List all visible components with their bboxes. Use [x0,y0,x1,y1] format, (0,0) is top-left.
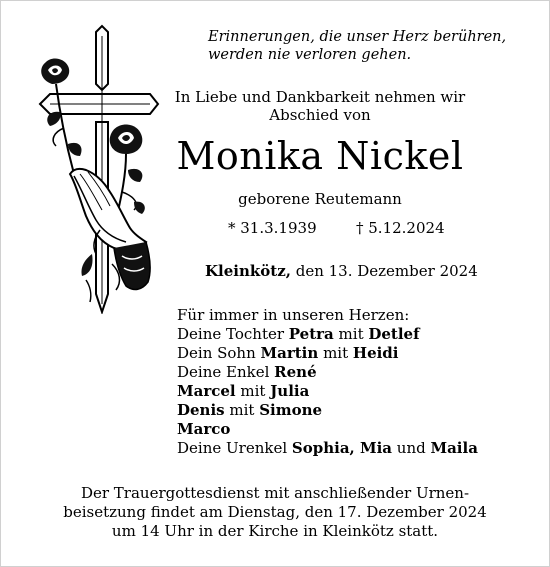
mourner-name: René [274,363,317,381]
mourners-list [177,306,537,458]
intro-text [150,88,490,124]
relation-label: Deine Enkel [177,363,275,381]
mourner-name: Heidi [352,344,399,362]
intro-line-2: Abschied von [269,106,371,124]
connector: mit [235,382,271,400]
mourner-name: Sophia, Mia [291,439,393,457]
announcement-date: den 13. Dezember 2024 [290,262,478,280]
quote-line-2: werden nie verloren gehen. [208,47,412,63]
death-date: † 5.12.2024 [356,219,445,237]
connector: und [392,439,431,457]
mourner-line-son [177,344,537,363]
place-name: Kleinkötz, [205,262,291,280]
quote-line-1: Erinnerungen, die unser Herz berühren, [208,29,507,45]
service-line-2: beisetzung findet am Dienstag, den 17. Dezember 2024 [63,503,487,521]
mourner-name: Petra [288,325,334,343]
relation-label: Dein Sohn [177,344,261,362]
deceased-name: Monika Nickel [176,134,464,178]
mourner-line-great-grandchildren [177,439,537,458]
mourner-name: Marcel [177,382,236,400]
rose-icon [41,59,81,174]
mourner-name: Marco [177,420,231,438]
mourner-name: Maila [430,439,478,457]
service-line-3: um 14 Uhr in der Kirche in Kleinkötz statt. [111,522,439,540]
mourner-name: Martin [260,344,319,362]
birth-name: geborene Reutemann [238,190,402,208]
service-line-1: Der Trauergottesdienst mit anschließender Urnen- [80,484,470,502]
mourner-line-daughter [177,325,537,344]
connector: mit [318,344,353,362]
mourner-name: Julia [270,382,310,400]
place-and-date [205,262,478,280]
memorial-quote [208,28,538,64]
relation-label: Deine Urenkel [177,439,292,457]
connector: mit [333,325,369,343]
connector: mit [224,401,260,419]
intro-line-1: In Liebe und Dankbarkeit nehmen wir [174,88,466,106]
mourners-heading: Für immer in unseren Herzen: [177,306,410,324]
mourner-line-grandchild-4 [177,420,537,439]
mourner-line-grandchild-3 [177,401,537,420]
mourner-line-grandchildren [177,363,537,382]
birth-date: * 31.3.1939 [228,219,317,237]
mourner-name: Detlef [368,325,420,343]
mourner-name: Denis [177,401,225,419]
funeral-service-notice [30,484,520,541]
mourner-name: Simone [259,401,323,419]
mourner-line-grandchild-2 [177,382,537,401]
relation-label: Deine Tochter [177,325,289,343]
